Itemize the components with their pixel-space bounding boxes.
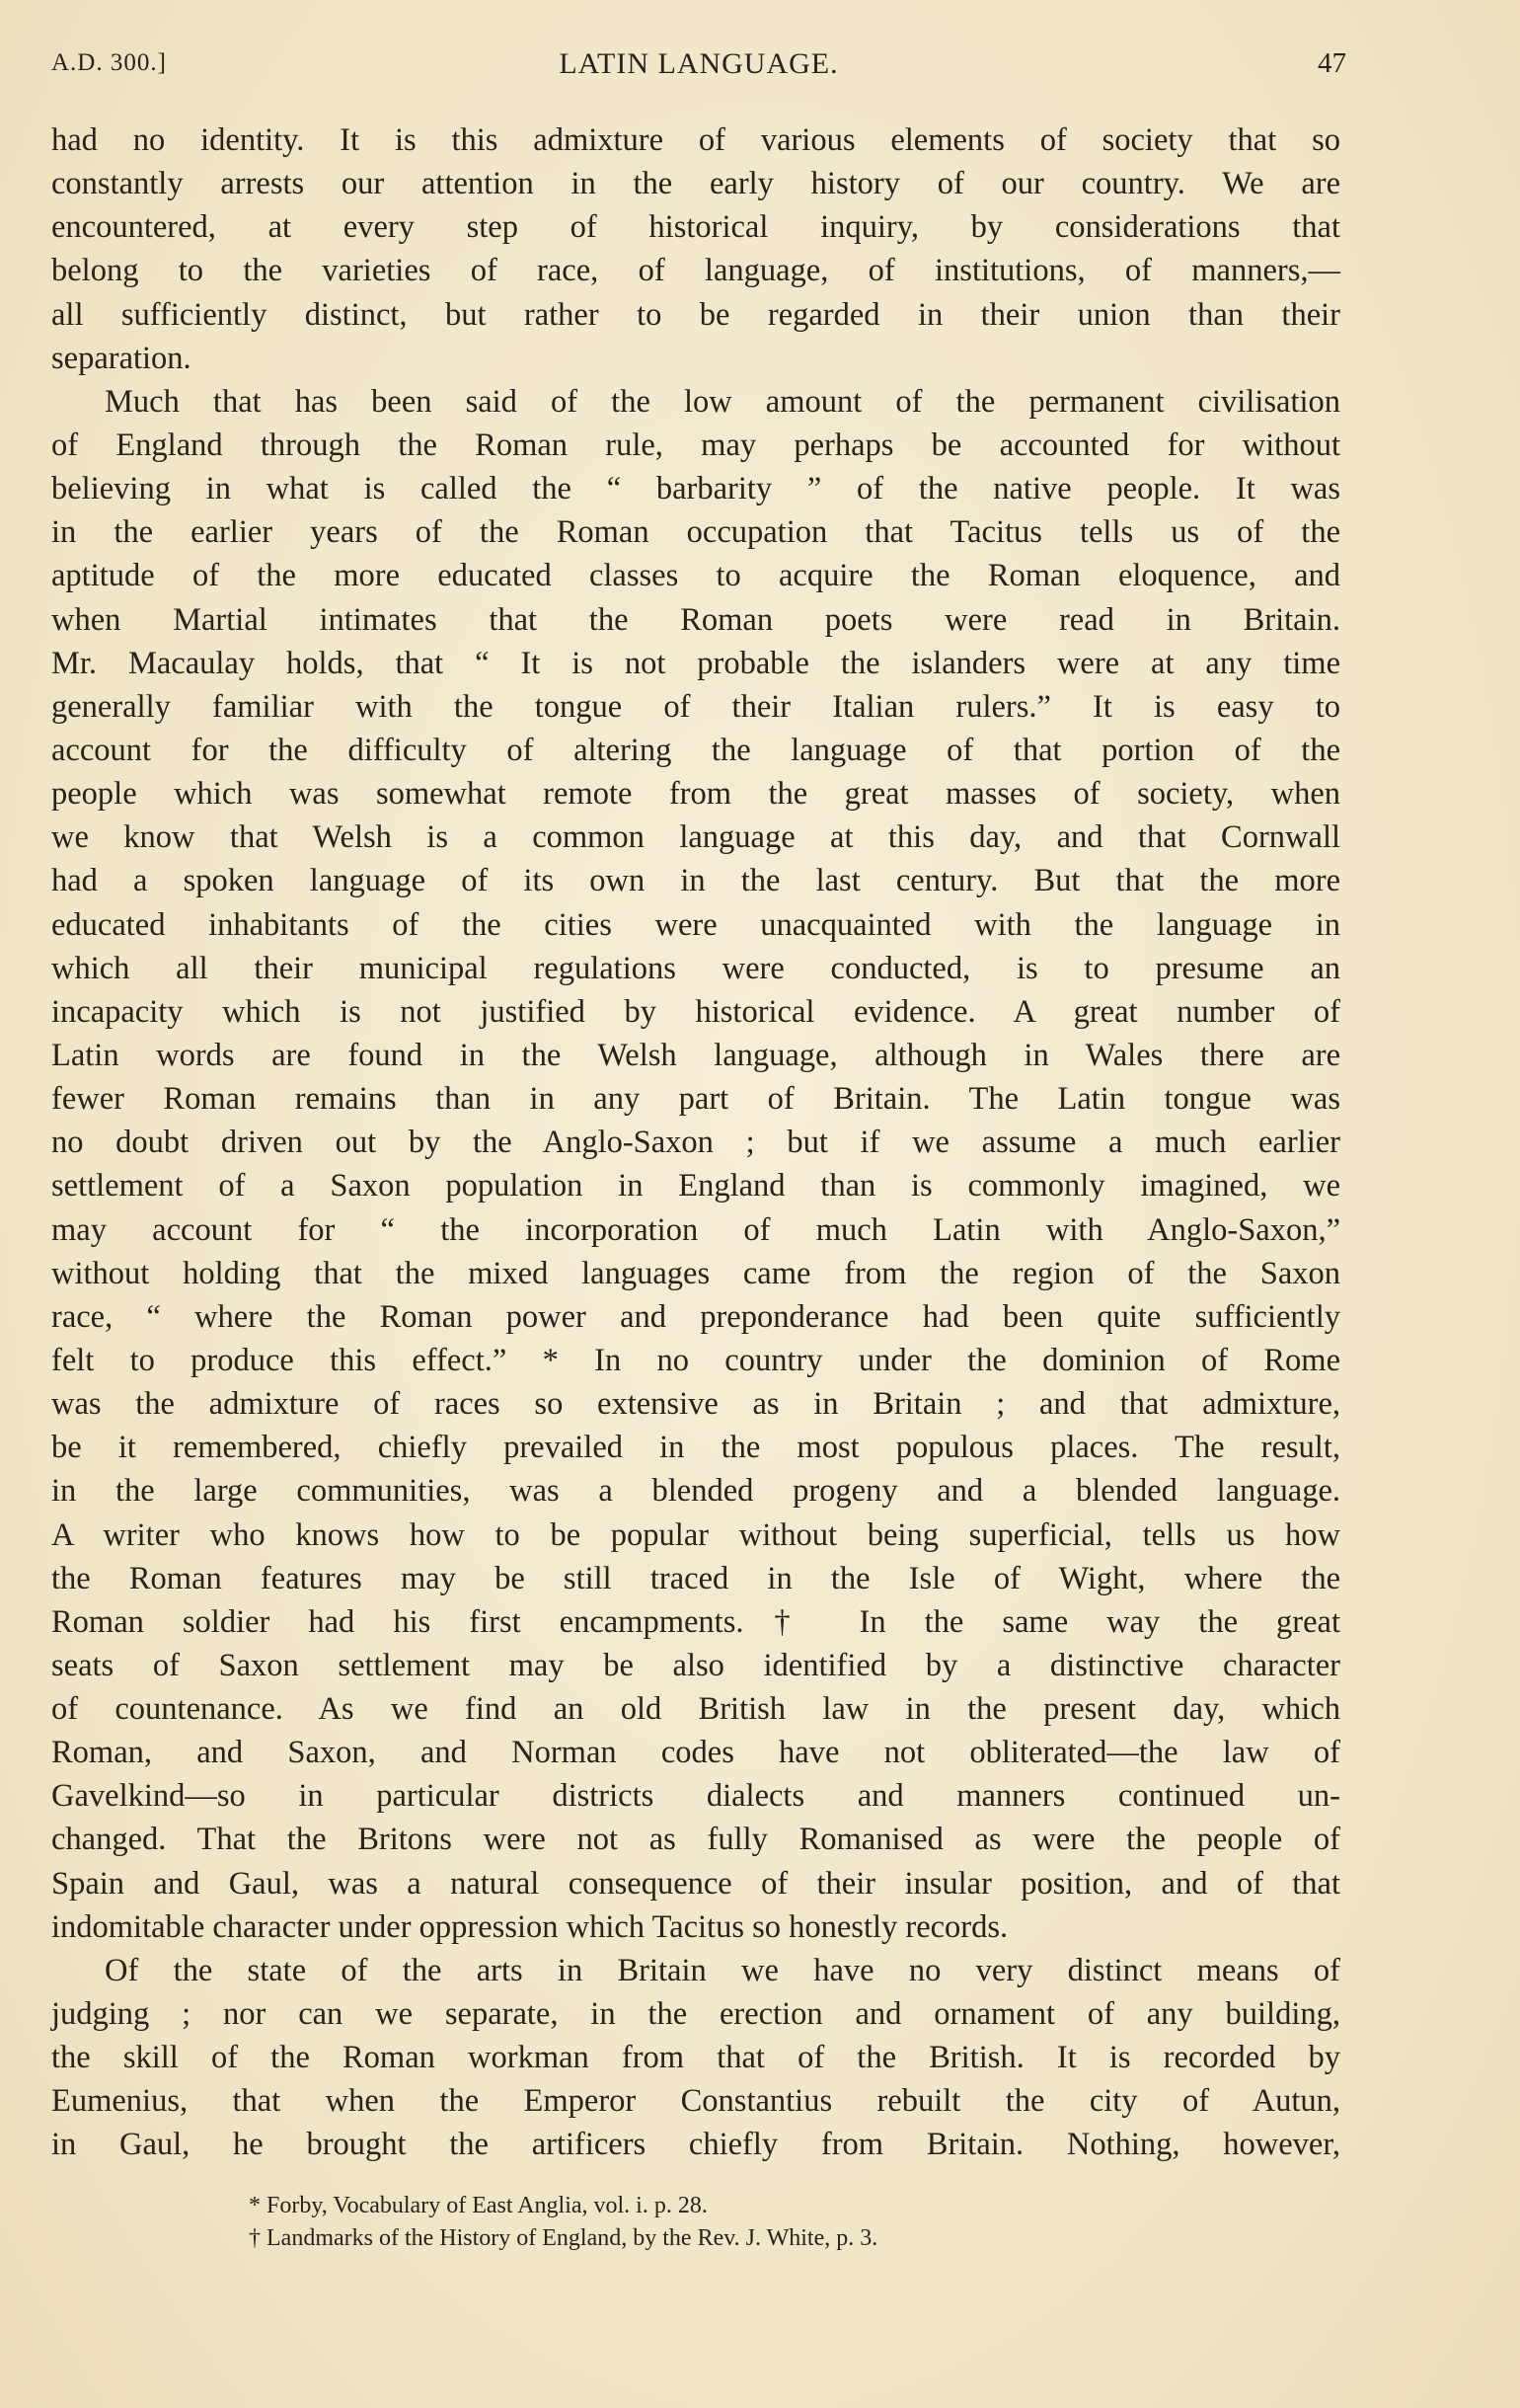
- text-line: people which was somewhat remote from the great masses of society, when: [51, 776, 1340, 813]
- text-line: Spain and Gaul, was a natural consequence of their insular position, and of that: [51, 1865, 1340, 1902]
- footnotes: [249, 2190, 1236, 2255]
- text-line: seats of Saxon settlement may be also identified by a distinctive character: [51, 1647, 1340, 1683]
- text-line: was the admixture of races so extensive as in Britain ; and that admixture,: [51, 1386, 1340, 1423]
- text-line: incapacity which is not justified by historical evidence. A great number of: [51, 993, 1340, 1030]
- text-line: had a spoken language of its own in the last century. But that the more: [51, 863, 1340, 899]
- footnote: † Landmarks of the History of England, by the Rev. J. White, p. 3.: [249, 2225, 878, 2251]
- header-title: LATIN LANGUAGE.: [559, 47, 839, 80]
- text-line: in the earlier years of the Roman occupation that Tacitus tells us of the: [51, 514, 1340, 551]
- text-line: the Roman features may be still traced in the Isle of Wight, where the: [51, 1560, 1340, 1596]
- text-line: of countenance. As we find an old British law in the present day, which: [51, 1691, 1340, 1728]
- text-line: Eumenius, that when the Emperor Constantius rebuilt the city of Autun,: [51, 2083, 1340, 2120]
- header-date: A.D. 300.]: [51, 49, 167, 76]
- text-line: no doubt driven out by the Anglo-Saxon ; but if we assume a much earlier: [51, 1125, 1340, 1161]
- text-line: in Gaul, he brought the artificers chiefly from Britain. Nothing, however,: [51, 2127, 1340, 2163]
- text-line: may account for “ the incorporation of much Latin with Anglo-Saxon,”: [51, 1211, 1340, 1248]
- text-line: generally familiar with the tongue of their Italian rulers.” It is easy to: [51, 688, 1340, 725]
- text-line: encountered, at every step of historical inquiry, by considerations that: [51, 209, 1340, 246]
- paragraph-start-line: Of the state of the arts in Britain we have no very distinct means of: [105, 1952, 1340, 1988]
- text-line: which all their municipal regulations were conducted, is to presume an: [51, 950, 1340, 986]
- text-line: when Martial intimates that the Roman poets were read in Britain.: [51, 601, 1340, 638]
- text-line: changed. That the Britons were not as fully Romanised as were the people of: [51, 1822, 1340, 1858]
- text-line: indomitable character under oppression which Tacitus so honestly records.: [51, 1908, 1009, 1945]
- footnote: * Forby, Vocabulary of East Anglia, vol. i. p. 28.: [249, 2193, 708, 2218]
- text-line: aptitude of the more educated classes to acquire the Roman eloquence, and: [51, 558, 1340, 594]
- text-line: had no identity. It is this admixture of various elements of society that so: [51, 122, 1340, 158]
- text-line: Gavelkind—so in particular districts dialects and manners continued un-: [51, 1778, 1340, 1815]
- text-line: Roman, and Saxon, and Norman codes have not obliterated—the law of: [51, 1735, 1340, 1771]
- text-line: felt to produce this effect.” * In no country under the dominion of Rome: [51, 1342, 1340, 1378]
- text-line: without holding that the mixed languages came from the region of the Saxon: [51, 1255, 1340, 1291]
- text-line: settlement of a Saxon population in England than is commonly imagined, we: [51, 1168, 1340, 1204]
- text-line: fewer Roman remains than in any part of Britain. The Latin tongue was: [51, 1081, 1340, 1118]
- text-line: belong to the varieties of race, of language, of institutions, of manners,—: [51, 253, 1340, 289]
- text-line: account for the difficulty of altering the language of that portion of the: [51, 732, 1340, 768]
- text-line: in the large communities, was a blended progeny and a blended language.: [51, 1473, 1340, 1510]
- running-head: [51, 49, 1346, 89]
- text-line: all sufficiently distinct, but rather to be regarded in their union than their: [51, 296, 1340, 333]
- text-line: separation.: [51, 340, 191, 376]
- paragraph-start-line: Much that has been said of the low amount of the permanent civilisation: [105, 383, 1340, 420]
- body-text: [51, 118, 1340, 2167]
- text-line: we know that Welsh is a common language at this day, and that Cornwall: [51, 819, 1340, 856]
- text-line: Roman soldier had his first encampments.† In the same way the great: [51, 1603, 1340, 1640]
- text-line: Latin words are found in the Welsh language, although in Wales there are: [51, 1037, 1340, 1073]
- text-line: be it remembered, chiefly prevailed in the most populous places. The result,: [51, 1430, 1340, 1466]
- page-number: 47: [1318, 47, 1346, 79]
- text-line: the skill of the Roman workman from that of the British. It is recorded by: [51, 2040, 1340, 2076]
- text-line: Mr. Macaulay holds, that “ It is not probable the islanders were at any time: [51, 645, 1340, 681]
- text-line: constantly arrests our attention in the early history of our country. We are: [51, 166, 1340, 202]
- text-line: judging ; nor can we separate, in the erection and ornament of any building,: [51, 1996, 1340, 2033]
- text-line: of England through the Roman rule, may perhaps be accounted for without: [51, 427, 1340, 463]
- text-line: race, “ where the Roman power and preponderance had been quite sufficiently: [51, 1298, 1340, 1335]
- text-line: believing in what is called the “ barbarity ” of the native people. It was: [51, 471, 1340, 507]
- text-line: A writer who knows how to be popular without being superficial, tells us how: [51, 1516, 1340, 1553]
- text-line: educated inhabitants of the cities were unacquainted with the language in: [51, 906, 1340, 943]
